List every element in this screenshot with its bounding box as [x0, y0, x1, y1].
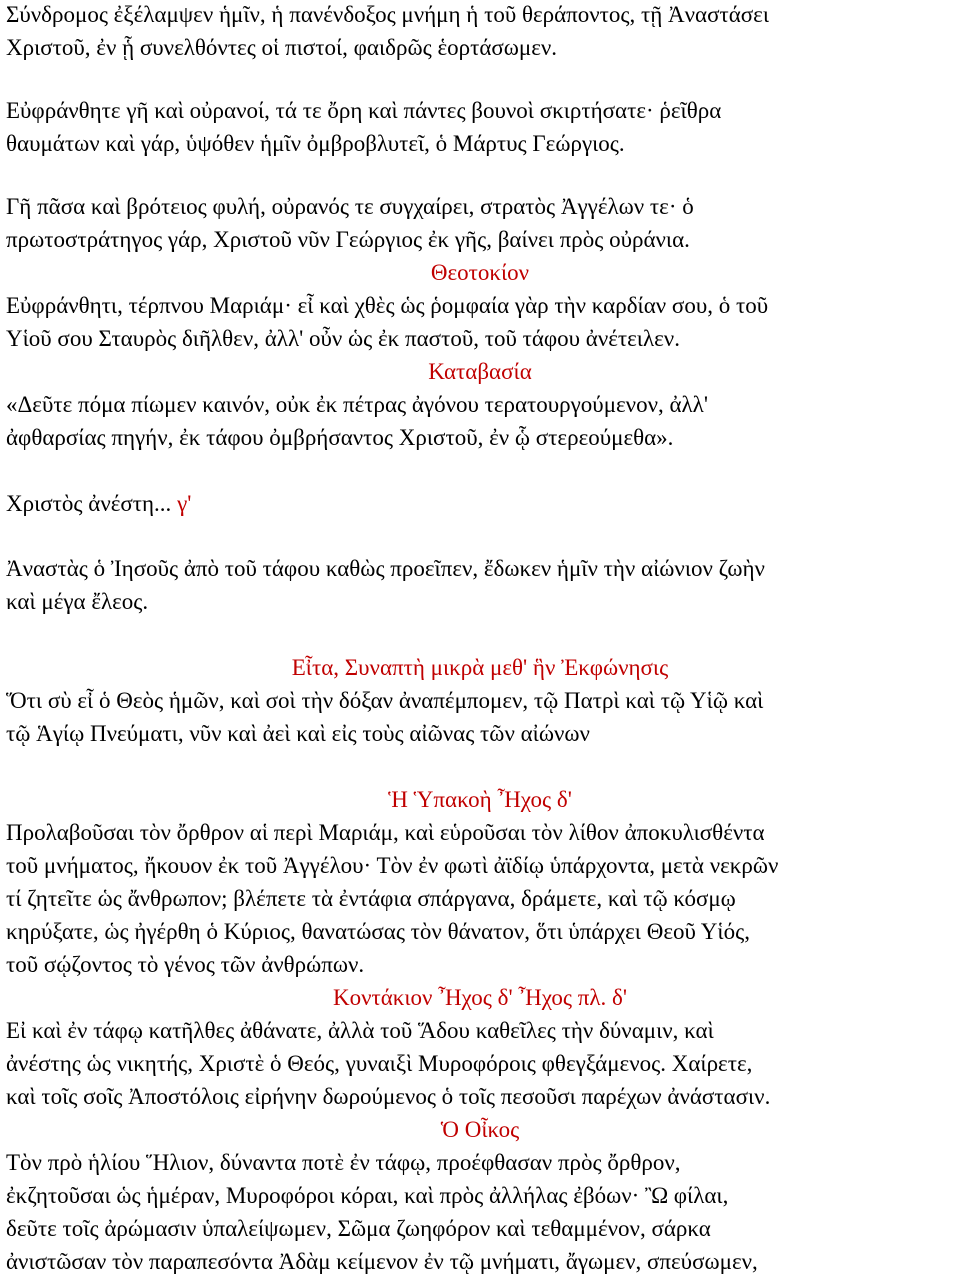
- text-line: Ἀναστὰς ὁ Ἰησοῦς ἀπὸ τοῦ τάφου καθὼς προεῖπεν, ἔδωκεν ἡμῖν τὴν αἰώνιον ζωὴν: [6, 556, 765, 581]
- theotokion-heading: Θεοτοκίον: [430, 260, 530, 285]
- text-line: «Δεῦτε πόμα πίωμεν καινόν, οὐκ ἐκ πέτρας ἀγόνου τερατουργούμενον, ἀλλ': [6, 392, 708, 417]
- text-line: καὶ τοῖς σοῖς Ἀποστόλοις εἰρήνην δωρούμενος ὁ τοῖς πεσοῦσι παρέχων ἀνάστασιν.: [6, 1084, 771, 1109]
- christos-anesti-text: Χριστὸς ἀνέστη...: [6, 491, 172, 516]
- text-line: Εἰ καὶ ἐν τάφῳ κατῆλθες ἀθάνατε, ἀλλὰ τοῦ Ἅδου καθεῖλες τὴν δύναμιν, καὶ: [6, 1018, 714, 1043]
- text-line: θαυμάτων καὶ γάρ, ὑψόθεν ἡμῖν ὀμβροβλυτεῖ, ὁ Μάρτυς Γεώργιος.: [6, 131, 625, 156]
- text-line: πρωτοστράτηγος γάρ, Χριστοῦ νῦν Γεώργιος ἐκ γῆς, βαίνει πρὸς οὐράνια.: [6, 227, 690, 252]
- repeat-count: γ': [171, 491, 192, 516]
- ypakoi-heading: Ἡ Ὑπακοὴ Ἦχος δ': [388, 787, 572, 812]
- text-line: Εὐφράνθητε γῆ καὶ οὐρανοί, τά τε ὄρη καὶ πάντες βουνοὶ σκιρτήσατε· ῥεῖθρα: [6, 98, 722, 123]
- text-line: ἀνιστῶσαν τὸν παραπεσόντα Ἀδὰμ κείμενον ἐν τῷ μνήματι, ἄγωμεν, σπεύσωμεν,: [6, 1249, 758, 1274]
- text-line: κηρύξατε, ὡς ἠγέρθη ὁ Κύριος, θανατώσας τὸν θάνατον, ὅτι ὑπάρχει Θεοῦ Υἱός,: [6, 919, 750, 944]
- text-line: Υἱοῦ σου Σταυρὸς διῆλθεν, ἀλλ' οὖν ὡς ἐκ παστοῦ, τοῦ τάφου ἀνέτειλεν.: [6, 326, 680, 351]
- text-line: ἀνέστης ὡς νικητής, Χριστὲ ὁ Θεός, γυναιξὶ Μυροφόροις φθεγξάμενος. Χαίρετε,: [6, 1051, 753, 1076]
- text-line: Γῆ πᾶσα καὶ βρότειος φυλή, οὐρανός τε συγχαίρει, στρατὸς Ἀγγέλων τε· ὁ: [6, 194, 694, 219]
- text-line: δεῦτε τοῖς ἀρώμασιν ὑπαλείψωμεν, Σῶμα ζωηφόρον καὶ τεθαμμένον, σάρκα: [6, 1216, 711, 1241]
- katavasia-heading: Καταβασία: [428, 359, 532, 384]
- text-line: Χριστοῦ, ἐν ᾗ συνελθόντες οἱ πιστοί, φαιδρῶς ἑορτάσωμεν.: [6, 35, 558, 60]
- oikos-heading: Ὁ Οἶκος: [440, 1117, 520, 1142]
- text-line: ἐκζητοῦσαι ὡς ἡμέραν, Μυροφόροι κόραι, καὶ πρὸς ἀλλήλας ἐβόων· Ὢ φίλαι,: [6, 1183, 729, 1208]
- text-line: Προλαβοῦσαι τὸν ὄρθρον αἱ περὶ Μαριάμ, καὶ εὑροῦσαι τὸν λίθον ἀποκυλισθέντα: [6, 820, 765, 845]
- text-line: Ὅτι σὺ εἶ ὁ Θεὸς ἡμῶν, καὶ σοὶ τὴν δόξαν ἀναπέμπομεν, τῷ Πατρὶ καὶ τῷ Υἱῷ καὶ: [6, 688, 764, 713]
- kontakion-heading: Κοντάκιον Ἦχος δ' Ἦχος πλ. δ': [332, 985, 628, 1010]
- text-line: ἀφθαρσίας πηγήν, ἐκ τάφου ὀμβρήσαντος Χριστοῦ, ἐν ᾧ στερεούμεθα».: [6, 425, 674, 450]
- text-line: τοῦ σῴζοντος τὸ γένος τῶν ἀνθρώπων.: [6, 952, 365, 977]
- text-line: τί ζητεῖτε ὡς ἄνθρωπον; βλέπετε τὰ ἐντάφια σπάργανα, δράμετε, καὶ τῷ κόσμῳ: [6, 886, 736, 911]
- text-line: Τὸν πρὸ ἡλίου Ἥλιον, δύναντα ποτὲ ἐν τάφῳ, προέφθασαν πρὸς ὄρθρον,: [6, 1150, 681, 1175]
- text-line: Σύνδρομος ἐξέλαμψεν ἡμῖν, ἡ πανένδοξος μνήμη ἡ τοῦ θεράποντος, τῇ Ἀναστάσει: [6, 2, 770, 27]
- ekphonesis-heading: Εἶτα, Συναπτὴ μικρὰ μεθ' ἣν Ἐκφώνησις: [291, 655, 669, 680]
- christos-anesti-line: [6, 489, 191, 518]
- text-line: Εὐφράνθητι, τέρπνου Μαριάμ· εἶ καὶ χθὲς ὡς ῥομφαία γὰρ τὴν καρδίαν σου, ὁ τοῦ: [6, 293, 769, 318]
- text-line: καὶ μέγα ἔλεος.: [6, 589, 149, 614]
- text-line: τοῦ μνήματος, ἤκουον ἐκ τοῦ Ἀγγέλου· Τὸν ἐν φωτὶ ἀϊδίῳ ὑπάρχοντα, μετὰ νεκρῶν: [6, 853, 779, 878]
- text-line: τῷ Ἁγίῳ Πνεύματι, νῦν καὶ ἀεὶ καὶ εἰς τοὺς αἰῶνας τῶν αἰώνων: [6, 721, 590, 746]
